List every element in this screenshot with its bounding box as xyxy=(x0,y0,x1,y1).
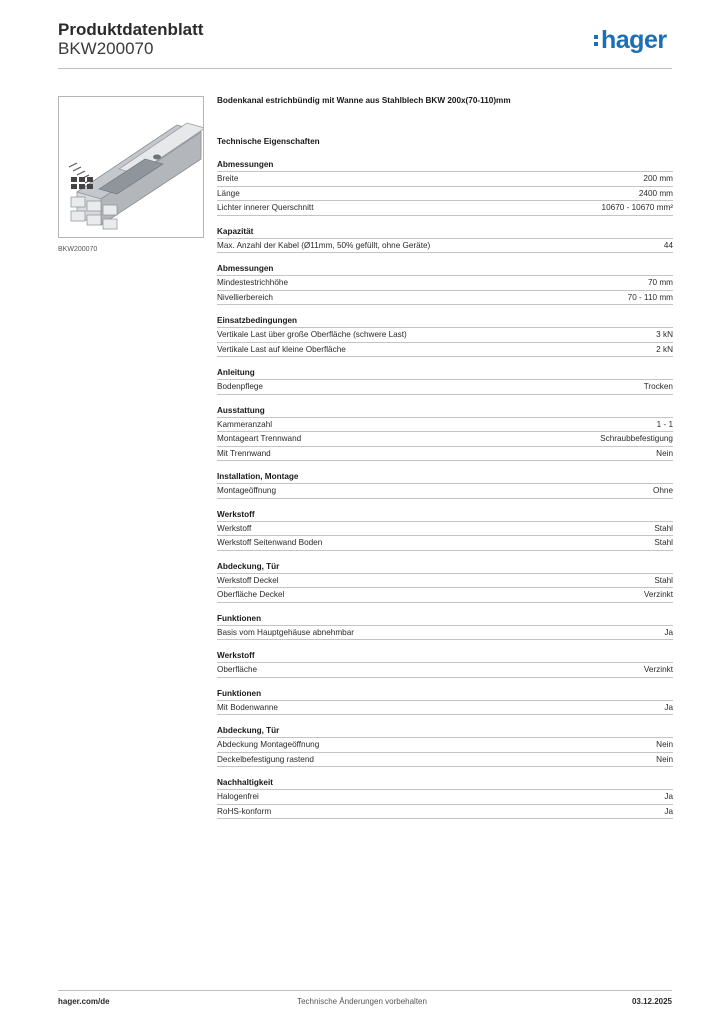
spec-value: 3 kN xyxy=(656,330,673,339)
spec-row xyxy=(217,753,673,768)
spec-value: Stahl xyxy=(654,523,673,533)
spec-row xyxy=(217,291,673,306)
spec-group-title: Anleitung xyxy=(217,368,673,380)
spec-groups xyxy=(217,160,673,819)
spec-row xyxy=(217,276,673,291)
spec-row xyxy=(217,187,673,202)
spec-row xyxy=(217,536,673,551)
spec-label: Halogenfrei xyxy=(217,792,259,801)
spec-label: Kammeranzahl xyxy=(217,419,273,429)
spec-label: Mit Bodenwanne xyxy=(217,702,278,712)
spec-group xyxy=(217,406,673,462)
spec-label: Vertikale Last über große Oberfläche (schwere Last) xyxy=(217,330,407,339)
spec-group-title: Werkstoff xyxy=(217,651,673,663)
spec-group-title: Funktionen xyxy=(217,689,673,701)
spec-label: Oberfläche xyxy=(217,665,258,674)
spec-label: Lichter innerer Querschnitt xyxy=(217,203,314,212)
spec-value: Ja xyxy=(664,702,673,712)
spec-row xyxy=(217,172,673,187)
spec-value: 10670 - 10670 mm² xyxy=(601,203,673,212)
spec-label: RoHS-konform xyxy=(217,806,272,816)
spec-label: Vertikale Last auf kleine Oberfläche xyxy=(217,344,346,354)
spec-group-title: Nachhaltigkeit xyxy=(217,778,673,790)
spec-label: Werkstoff Seitenwand Boden xyxy=(217,538,323,547)
spec-label: Max. Anzahl der Kabel (Ø11mm, 50% gefüllt, ohne Geräte) xyxy=(217,240,431,250)
spec-group xyxy=(217,316,673,357)
spec-value: Ja xyxy=(664,627,673,637)
spec-row xyxy=(217,432,673,447)
spec-group xyxy=(217,562,673,603)
spec-group-title: Einsatzbedingungen xyxy=(217,316,673,328)
spec-group xyxy=(217,368,673,395)
spec-group-title: Abmessungen xyxy=(217,264,673,276)
spec-label: Mit Trennwand xyxy=(217,448,271,458)
section-heading: Technische Eigenschaften xyxy=(217,137,320,146)
spec-row xyxy=(217,239,673,254)
product-image xyxy=(58,96,204,238)
spec-row xyxy=(217,701,673,716)
spec-group-title: Kapazität xyxy=(217,227,673,239)
spec-group xyxy=(217,651,673,678)
spec-label: Werkstoff xyxy=(217,523,252,533)
spec-row xyxy=(217,626,673,641)
page-title: Produktdatenblatt xyxy=(58,20,204,39)
product-title: Bodenkanal estrichbündig mit Wanne aus Stahlblech BKW 200x(70-110)mm xyxy=(217,96,511,105)
spec-label: Abdeckung Montageöffnung xyxy=(217,740,320,749)
spec-value: Ja xyxy=(664,806,673,816)
spec-label: Montageöffnung xyxy=(217,486,277,495)
spec-value: 1 - 1 xyxy=(656,419,673,429)
spec-label: Deckelbefestigung rastend xyxy=(217,754,314,764)
spec-row xyxy=(217,447,673,462)
spec-value: 2400 mm xyxy=(638,188,673,198)
spec-group xyxy=(217,472,673,499)
spec-value: Stahl xyxy=(654,575,673,585)
spec-row xyxy=(217,663,673,678)
spec-value: Schraubbefestigung xyxy=(600,434,673,443)
spec-group-title: Werkstoff xyxy=(217,510,673,522)
spec-label: Montageart Trennwand xyxy=(217,434,302,443)
spec-value: Nein xyxy=(656,754,673,764)
footer-website: hager.com/de xyxy=(58,997,110,1006)
spec-label: Werkstoff Deckel xyxy=(217,575,279,585)
spec-label: Bodenpflege xyxy=(217,382,263,391)
spec-group-title: Abdeckung, Tür xyxy=(217,726,673,738)
spec-label: Basis vom Hauptgehäuse abnehmbar xyxy=(217,627,354,637)
spec-row xyxy=(217,790,673,805)
hager-logo xyxy=(594,26,667,55)
spec-value: 70 - 110 mm xyxy=(627,292,673,302)
spec-row xyxy=(217,484,673,499)
spec-group-title: Abmessungen xyxy=(217,160,673,172)
spec-label: Breite xyxy=(217,174,239,183)
spec-group-title: Installation, Montage xyxy=(217,472,673,484)
spec-label: Nivellierbereich xyxy=(217,292,273,302)
spec-group xyxy=(217,227,673,254)
spec-label: Mindestestrichhöhe xyxy=(217,278,288,287)
spec-group xyxy=(217,510,673,551)
header-divider xyxy=(58,68,672,69)
spec-value: Nein xyxy=(656,448,673,458)
logo-text: hager xyxy=(601,26,667,54)
spec-value: Verzinkt xyxy=(643,590,673,599)
spec-value: 44 xyxy=(663,240,673,250)
spec-value: Verzinkt xyxy=(643,665,673,674)
spec-group xyxy=(217,264,673,305)
spec-row xyxy=(217,343,673,358)
spec-group-title: Abdeckung, Tür xyxy=(217,562,673,574)
spec-group xyxy=(217,778,673,819)
spec-row xyxy=(217,201,673,216)
spec-group-title: Ausstattung xyxy=(217,406,673,418)
spec-value: 70 mm xyxy=(647,278,673,287)
spec-row xyxy=(217,380,673,395)
spec-row xyxy=(217,574,673,589)
logo-mark-icon xyxy=(594,35,598,46)
spec-value: 2 kN xyxy=(656,344,673,354)
spec-value: Trocken xyxy=(643,382,673,391)
image-caption: BKW200070 xyxy=(58,246,98,253)
spec-group xyxy=(217,726,673,767)
spec-value: Nein xyxy=(656,740,673,749)
spec-group xyxy=(217,160,673,216)
spec-group-title: Funktionen xyxy=(217,614,673,626)
spec-label: Länge xyxy=(217,188,240,198)
article-number: BKW200070 xyxy=(58,39,154,58)
footer-notice: Technische Änderungen vorbehalten xyxy=(297,997,427,1006)
spec-content xyxy=(217,96,673,830)
spec-row xyxy=(217,418,673,433)
spec-value: Ja xyxy=(664,792,673,801)
spec-value: Stahl xyxy=(654,538,673,547)
spec-value: Ohne xyxy=(652,486,673,495)
spec-label: Oberfläche Deckel xyxy=(217,590,285,599)
spec-group xyxy=(217,689,673,716)
spec-row xyxy=(217,805,673,820)
footer-date: 03.12.2025 xyxy=(631,997,672,1006)
spec-group xyxy=(217,614,673,641)
spec-row xyxy=(217,522,673,537)
floor-duct-illustration-icon xyxy=(59,97,204,238)
spec-row xyxy=(217,588,673,603)
footer-divider xyxy=(58,990,672,991)
spec-row xyxy=(217,738,673,753)
spec-value: 200 mm xyxy=(643,174,673,183)
spec-row xyxy=(217,328,673,343)
